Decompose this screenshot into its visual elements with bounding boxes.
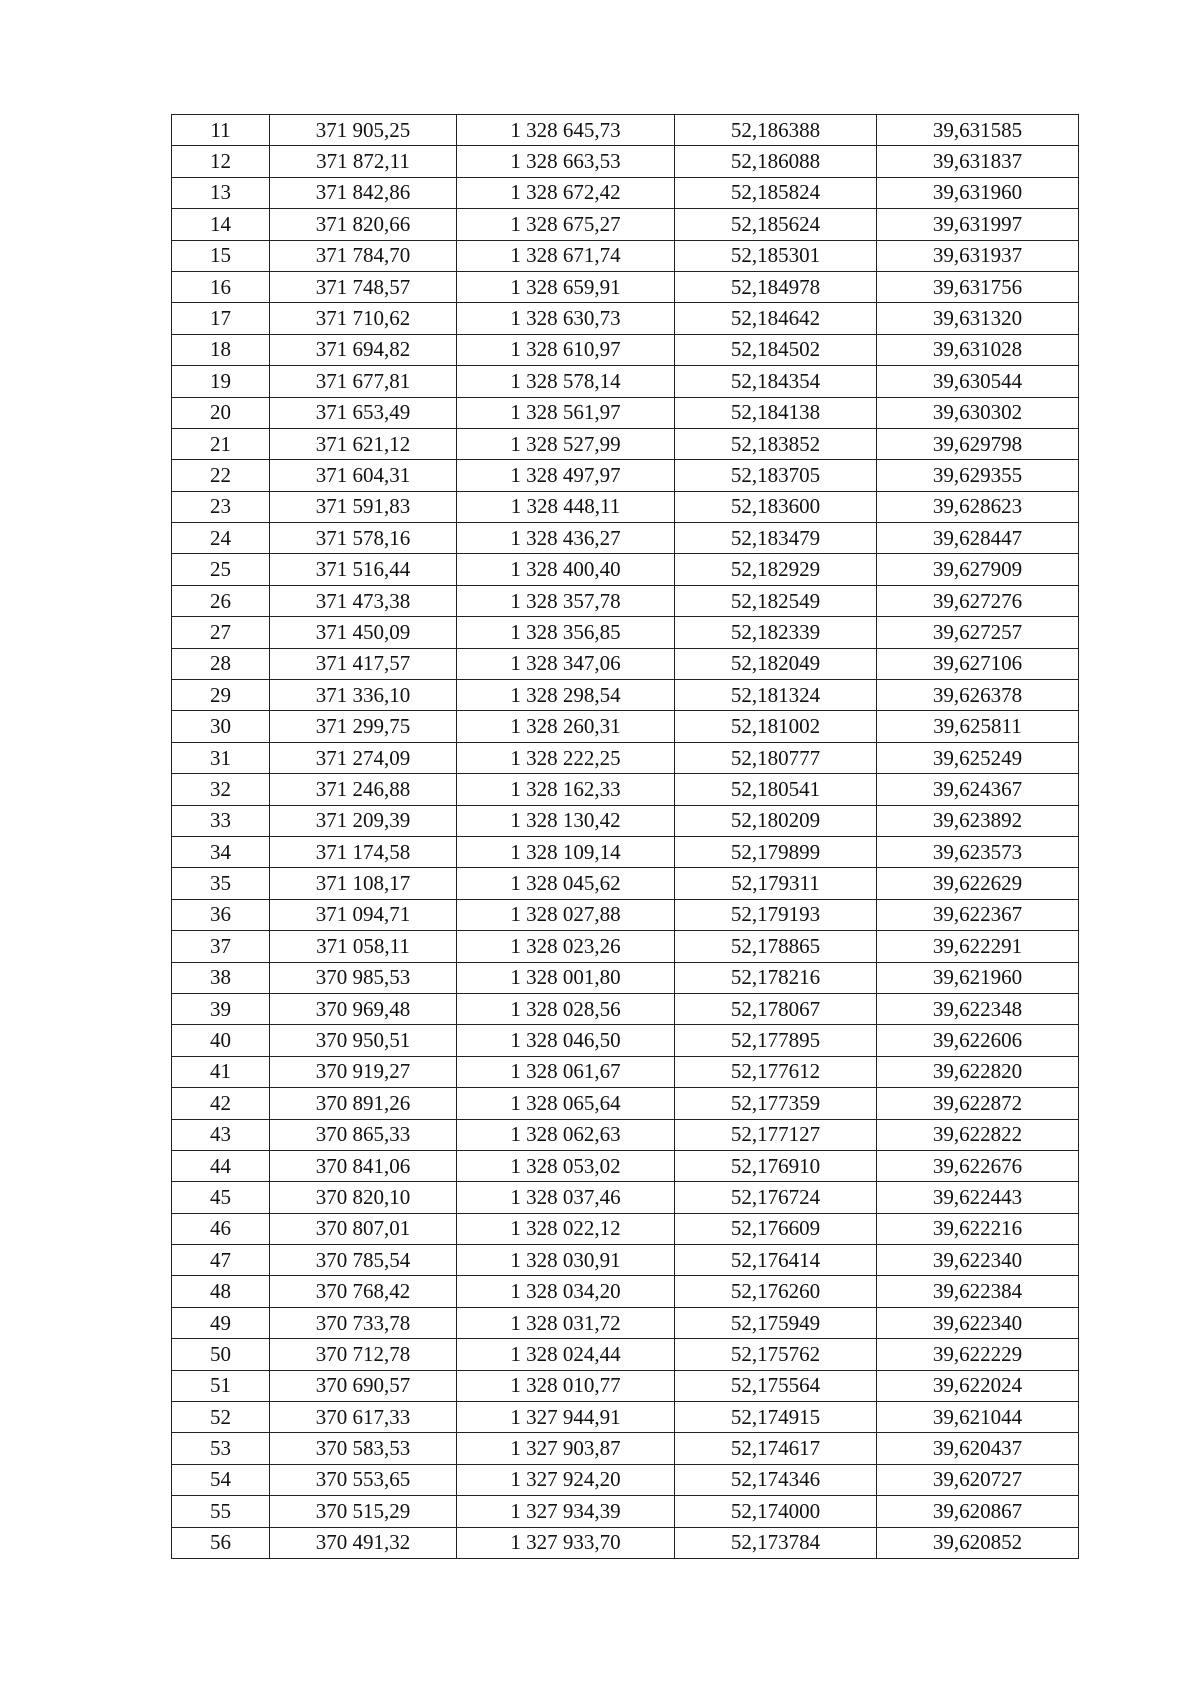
- longitude-cell: 39,631937: [877, 240, 1079, 271]
- latitude-cell: 52,175762: [675, 1339, 877, 1370]
- point-number-cell: 20: [172, 397, 270, 428]
- x-coordinate-cell: 371 710,62: [270, 303, 457, 334]
- point-number-cell: 22: [172, 460, 270, 491]
- point-number-cell: 48: [172, 1276, 270, 1307]
- longitude-cell: 39,631837: [877, 146, 1079, 177]
- table-row: [172, 805, 1079, 836]
- longitude-cell: 39,620852: [877, 1527, 1079, 1558]
- x-coordinate-cell: 371 842,86: [270, 177, 457, 208]
- x-coordinate-cell: 371 336,10: [270, 680, 457, 711]
- table-row: [172, 899, 1079, 930]
- table-row: [172, 1339, 1079, 1370]
- latitude-cell: 52,177895: [675, 1025, 877, 1056]
- point-number-cell: 36: [172, 899, 270, 930]
- table-row: [172, 303, 1079, 334]
- y-coordinate-cell: 1 328 645,73: [457, 115, 675, 146]
- x-coordinate-cell: 370 583,53: [270, 1433, 457, 1464]
- x-coordinate-cell: 370 553,65: [270, 1464, 457, 1495]
- x-coordinate-cell: 371 872,11: [270, 146, 457, 177]
- y-coordinate-cell: 1 328 061,67: [457, 1056, 675, 1087]
- point-number-cell: 12: [172, 146, 270, 177]
- y-coordinate-cell: 1 328 400,40: [457, 554, 675, 585]
- table-row: [172, 554, 1079, 585]
- point-number-cell: 44: [172, 1150, 270, 1181]
- point-number-cell: 52: [172, 1402, 270, 1433]
- longitude-cell: 39,622340: [877, 1245, 1079, 1276]
- x-coordinate-cell: 371 108,17: [270, 868, 457, 899]
- x-coordinate-cell: 370 617,33: [270, 1402, 457, 1433]
- table-row: [172, 1025, 1079, 1056]
- table-row: [172, 774, 1079, 805]
- latitude-cell: 52,185301: [675, 240, 877, 271]
- y-coordinate-cell: 1 327 903,87: [457, 1433, 675, 1464]
- x-coordinate-cell: 371 604,31: [270, 460, 457, 491]
- y-coordinate-cell: 1 328 024,44: [457, 1339, 675, 1370]
- longitude-cell: 39,631756: [877, 271, 1079, 302]
- x-coordinate-cell: 371 621,12: [270, 428, 457, 459]
- longitude-cell: 39,622822: [877, 1119, 1079, 1150]
- table-row: [172, 1496, 1079, 1527]
- y-coordinate-cell: 1 328 022,12: [457, 1213, 675, 1244]
- latitude-cell: 52,182929: [675, 554, 877, 585]
- y-coordinate-cell: 1 328 046,50: [457, 1025, 675, 1056]
- y-coordinate-cell: 1 328 010,77: [457, 1370, 675, 1401]
- y-coordinate-cell: 1 328 028,56: [457, 993, 675, 1024]
- point-number-cell: 14: [172, 209, 270, 240]
- longitude-cell: 39,622384: [877, 1276, 1079, 1307]
- point-number-cell: 31: [172, 742, 270, 773]
- latitude-cell: 52,176724: [675, 1182, 877, 1213]
- table-row: [172, 585, 1079, 616]
- latitude-cell: 52,182549: [675, 585, 877, 616]
- x-coordinate-cell: 370 712,78: [270, 1339, 457, 1370]
- table-row: [172, 868, 1079, 899]
- x-coordinate-cell: 370 969,48: [270, 993, 457, 1024]
- point-number-cell: 15: [172, 240, 270, 271]
- table-row: [172, 1245, 1079, 1276]
- longitude-cell: 39,623892: [877, 805, 1079, 836]
- longitude-cell: 39,622291: [877, 931, 1079, 962]
- y-coordinate-cell: 1 328 578,14: [457, 366, 675, 397]
- y-coordinate-cell: 1 328 045,62: [457, 868, 675, 899]
- latitude-cell: 52,179193: [675, 899, 877, 930]
- table-row: [172, 460, 1079, 491]
- longitude-cell: 39,631585: [877, 115, 1079, 146]
- longitude-cell: 39,631320: [877, 303, 1079, 334]
- latitude-cell: 52,174915: [675, 1402, 877, 1433]
- longitude-cell: 39,620867: [877, 1496, 1079, 1527]
- y-coordinate-cell: 1 327 933,70: [457, 1527, 675, 1558]
- longitude-cell: 39,631960: [877, 177, 1079, 208]
- longitude-cell: 39,624367: [877, 774, 1079, 805]
- table-row: [172, 993, 1079, 1024]
- latitude-cell: 52,184138: [675, 397, 877, 428]
- y-coordinate-cell: 1 328 448,11: [457, 491, 675, 522]
- table-row: [172, 1370, 1079, 1401]
- y-coordinate-cell: 1 328 037,46: [457, 1182, 675, 1213]
- table-row: [172, 1276, 1079, 1307]
- table-row: [172, 271, 1079, 302]
- table-row: [172, 491, 1079, 522]
- x-coordinate-cell: 371 274,09: [270, 742, 457, 773]
- longitude-cell: 39,629798: [877, 428, 1079, 459]
- table-row: [172, 1402, 1079, 1433]
- point-number-cell: 13: [172, 177, 270, 208]
- table-row: [172, 397, 1079, 428]
- y-coordinate-cell: 1 328 527,99: [457, 428, 675, 459]
- latitude-cell: 52,183705: [675, 460, 877, 491]
- longitude-cell: 39,628623: [877, 491, 1079, 522]
- point-number-cell: 54: [172, 1464, 270, 1495]
- latitude-cell: 52,180541: [675, 774, 877, 805]
- latitude-cell: 52,177359: [675, 1088, 877, 1119]
- x-coordinate-cell: 371 905,25: [270, 115, 457, 146]
- latitude-cell: 52,179899: [675, 836, 877, 867]
- y-coordinate-cell: 1 328 357,78: [457, 585, 675, 616]
- longitude-cell: 39,622340: [877, 1307, 1079, 1338]
- longitude-cell: 39,627106: [877, 648, 1079, 679]
- table-row: [172, 1433, 1079, 1464]
- y-coordinate-cell: 1 328 672,42: [457, 177, 675, 208]
- table-row: [172, 1182, 1079, 1213]
- x-coordinate-cell: 371 516,44: [270, 554, 457, 585]
- coordinates-table: [171, 114, 1079, 1559]
- longitude-cell: 39,622872: [877, 1088, 1079, 1119]
- x-coordinate-cell: 371 058,11: [270, 931, 457, 962]
- latitude-cell: 52,186088: [675, 146, 877, 177]
- table-row: [172, 1213, 1079, 1244]
- table-row: [172, 1056, 1079, 1087]
- table-row: [172, 680, 1079, 711]
- x-coordinate-cell: 370 891,26: [270, 1088, 457, 1119]
- table-row: [172, 177, 1079, 208]
- point-number-cell: 32: [172, 774, 270, 805]
- latitude-cell: 52,174000: [675, 1496, 877, 1527]
- point-number-cell: 46: [172, 1213, 270, 1244]
- x-coordinate-cell: 370 733,78: [270, 1307, 457, 1338]
- point-number-cell: 38: [172, 962, 270, 993]
- x-coordinate-cell: 370 841,06: [270, 1150, 457, 1181]
- y-coordinate-cell: 1 328 031,72: [457, 1307, 675, 1338]
- table-row: [172, 742, 1079, 773]
- y-coordinate-cell: 1 327 934,39: [457, 1496, 675, 1527]
- y-coordinate-cell: 1 328 561,97: [457, 397, 675, 428]
- y-coordinate-cell: 1 328 675,27: [457, 209, 675, 240]
- table-row: [172, 334, 1079, 365]
- y-coordinate-cell: 1 328 065,64: [457, 1088, 675, 1119]
- point-number-cell: 53: [172, 1433, 270, 1464]
- latitude-cell: 52,177612: [675, 1056, 877, 1087]
- latitude-cell: 52,178216: [675, 962, 877, 993]
- x-coordinate-cell: 371 784,70: [270, 240, 457, 271]
- table-row: [172, 1527, 1079, 1558]
- latitude-cell: 52,181002: [675, 711, 877, 742]
- point-number-cell: 51: [172, 1370, 270, 1401]
- table-row: [172, 115, 1079, 146]
- point-number-cell: 11: [172, 115, 270, 146]
- point-number-cell: 45: [172, 1182, 270, 1213]
- longitude-cell: 39,623573: [877, 836, 1079, 867]
- y-coordinate-cell: 1 327 944,91: [457, 1402, 675, 1433]
- latitude-cell: 52,178865: [675, 931, 877, 962]
- x-coordinate-cell: 371 473,38: [270, 585, 457, 616]
- y-coordinate-cell: 1 328 630,73: [457, 303, 675, 334]
- point-number-cell: 35: [172, 868, 270, 899]
- latitude-cell: 52,182049: [675, 648, 877, 679]
- latitude-cell: 52,180777: [675, 742, 877, 773]
- latitude-cell: 52,184354: [675, 366, 877, 397]
- longitude-cell: 39,620727: [877, 1464, 1079, 1495]
- table-row: [172, 1464, 1079, 1495]
- y-coordinate-cell: 1 328 023,26: [457, 931, 675, 962]
- longitude-cell: 39,622443: [877, 1182, 1079, 1213]
- table-row: [172, 428, 1079, 459]
- x-coordinate-cell: 371 246,88: [270, 774, 457, 805]
- y-coordinate-cell: 1 328 162,33: [457, 774, 675, 805]
- latitude-cell: 52,176260: [675, 1276, 877, 1307]
- x-coordinate-cell: 370 950,51: [270, 1025, 457, 1056]
- y-coordinate-cell: 1 328 663,53: [457, 146, 675, 177]
- latitude-cell: 52,180209: [675, 805, 877, 836]
- x-coordinate-cell: 371 450,09: [270, 617, 457, 648]
- latitude-cell: 52,183600: [675, 491, 877, 522]
- longitude-cell: 39,630302: [877, 397, 1079, 428]
- table-row: [172, 523, 1079, 554]
- point-number-cell: 41: [172, 1056, 270, 1087]
- longitude-cell: 39,622348: [877, 993, 1079, 1024]
- y-coordinate-cell: 1 328 356,85: [457, 617, 675, 648]
- table-row: [172, 209, 1079, 240]
- table-row: [172, 1150, 1079, 1181]
- y-coordinate-cell: 1 328 347,06: [457, 648, 675, 679]
- coordinates-table-body: [172, 115, 1079, 1559]
- x-coordinate-cell: 371 820,66: [270, 209, 457, 240]
- x-coordinate-cell: 370 807,01: [270, 1213, 457, 1244]
- y-coordinate-cell: 1 328 436,27: [457, 523, 675, 554]
- latitude-cell: 52,174617: [675, 1433, 877, 1464]
- latitude-cell: 52,175949: [675, 1307, 877, 1338]
- x-coordinate-cell: 370 820,10: [270, 1182, 457, 1213]
- point-number-cell: 19: [172, 366, 270, 397]
- x-coordinate-cell: 370 768,42: [270, 1276, 457, 1307]
- point-number-cell: 29: [172, 680, 270, 711]
- point-number-cell: 25: [172, 554, 270, 585]
- table-row: [172, 1307, 1079, 1338]
- x-coordinate-cell: 370 491,32: [270, 1527, 457, 1558]
- y-coordinate-cell: 1 328 030,91: [457, 1245, 675, 1276]
- table-row: [172, 711, 1079, 742]
- table-row: [172, 146, 1079, 177]
- table-row: [172, 962, 1079, 993]
- y-coordinate-cell: 1 328 298,54: [457, 680, 675, 711]
- point-number-cell: 16: [172, 271, 270, 302]
- longitude-cell: 39,622216: [877, 1213, 1079, 1244]
- table-row: [172, 617, 1079, 648]
- point-number-cell: 56: [172, 1527, 270, 1558]
- latitude-cell: 52,183479: [675, 523, 877, 554]
- point-number-cell: 28: [172, 648, 270, 679]
- longitude-cell: 39,622367: [877, 899, 1079, 930]
- x-coordinate-cell: 370 515,29: [270, 1496, 457, 1527]
- latitude-cell: 52,184978: [675, 271, 877, 302]
- x-coordinate-cell: 371 209,39: [270, 805, 457, 836]
- point-number-cell: 42: [172, 1088, 270, 1119]
- table-row: [172, 1088, 1079, 1119]
- point-number-cell: 47: [172, 1245, 270, 1276]
- latitude-cell: 52,186388: [675, 115, 877, 146]
- point-number-cell: 49: [172, 1307, 270, 1338]
- y-coordinate-cell: 1 328 671,74: [457, 240, 675, 271]
- longitude-cell: 39,622676: [877, 1150, 1079, 1181]
- longitude-cell: 39,630544: [877, 366, 1079, 397]
- x-coordinate-cell: 370 690,57: [270, 1370, 457, 1401]
- y-coordinate-cell: 1 328 260,31: [457, 711, 675, 742]
- point-number-cell: 55: [172, 1496, 270, 1527]
- y-coordinate-cell: 1 328 027,88: [457, 899, 675, 930]
- x-coordinate-cell: 371 591,83: [270, 491, 457, 522]
- longitude-cell: 39,631028: [877, 334, 1079, 365]
- x-coordinate-cell: 370 985,53: [270, 962, 457, 993]
- latitude-cell: 52,179311: [675, 868, 877, 899]
- longitude-cell: 39,625249: [877, 742, 1079, 773]
- longitude-cell: 39,628447: [877, 523, 1079, 554]
- y-coordinate-cell: 1 328 610,97: [457, 334, 675, 365]
- point-number-cell: 37: [172, 931, 270, 962]
- longitude-cell: 39,631997: [877, 209, 1079, 240]
- x-coordinate-cell: 371 694,82: [270, 334, 457, 365]
- y-coordinate-cell: 1 328 062,63: [457, 1119, 675, 1150]
- longitude-cell: 39,622024: [877, 1370, 1079, 1401]
- y-coordinate-cell: 1 328 659,91: [457, 271, 675, 302]
- y-coordinate-cell: 1 328 109,14: [457, 836, 675, 867]
- x-coordinate-cell: 371 677,81: [270, 366, 457, 397]
- y-coordinate-cell: 1 328 222,25: [457, 742, 675, 773]
- table-row: [172, 366, 1079, 397]
- latitude-cell: 52,176910: [675, 1150, 877, 1181]
- table-row: [172, 240, 1079, 271]
- longitude-cell: 39,622229: [877, 1339, 1079, 1370]
- table-row: [172, 931, 1079, 962]
- table-row: [172, 648, 1079, 679]
- longitude-cell: 39,622606: [877, 1025, 1079, 1056]
- latitude-cell: 52,185824: [675, 177, 877, 208]
- longitude-cell: 39,626378: [877, 680, 1079, 711]
- longitude-cell: 39,620437: [877, 1433, 1079, 1464]
- point-number-cell: 27: [172, 617, 270, 648]
- point-number-cell: 26: [172, 585, 270, 616]
- point-number-cell: 33: [172, 805, 270, 836]
- x-coordinate-cell: 371 653,49: [270, 397, 457, 428]
- x-coordinate-cell: 371 174,58: [270, 836, 457, 867]
- latitude-cell: 52,177127: [675, 1119, 877, 1150]
- latitude-cell: 52,176609: [675, 1213, 877, 1244]
- x-coordinate-cell: 371 299,75: [270, 711, 457, 742]
- point-number-cell: 40: [172, 1025, 270, 1056]
- point-number-cell: 43: [172, 1119, 270, 1150]
- longitude-cell: 39,627257: [877, 617, 1079, 648]
- x-coordinate-cell: 371 578,16: [270, 523, 457, 554]
- longitude-cell: 39,621960: [877, 962, 1079, 993]
- y-coordinate-cell: 1 328 034,20: [457, 1276, 675, 1307]
- point-number-cell: 23: [172, 491, 270, 522]
- latitude-cell: 52,178067: [675, 993, 877, 1024]
- longitude-cell: 39,629355: [877, 460, 1079, 491]
- point-number-cell: 34: [172, 836, 270, 867]
- x-coordinate-cell: 371 094,71: [270, 899, 457, 930]
- x-coordinate-cell: 371 417,57: [270, 648, 457, 679]
- point-number-cell: 21: [172, 428, 270, 459]
- y-coordinate-cell: 1 328 001,80: [457, 962, 675, 993]
- longitude-cell: 39,622629: [877, 868, 1079, 899]
- latitude-cell: 52,182339: [675, 617, 877, 648]
- latitude-cell: 52,184642: [675, 303, 877, 334]
- point-number-cell: 18: [172, 334, 270, 365]
- table-row: [172, 1119, 1079, 1150]
- point-number-cell: 39: [172, 993, 270, 1024]
- y-coordinate-cell: 1 328 130,42: [457, 805, 675, 836]
- y-coordinate-cell: 1 327 924,20: [457, 1464, 675, 1495]
- table-row: [172, 836, 1079, 867]
- latitude-cell: 52,176414: [675, 1245, 877, 1276]
- point-number-cell: 50: [172, 1339, 270, 1370]
- latitude-cell: 52,183852: [675, 428, 877, 459]
- latitude-cell: 52,185624: [675, 209, 877, 240]
- latitude-cell: 52,181324: [675, 680, 877, 711]
- longitude-cell: 39,622820: [877, 1056, 1079, 1087]
- longitude-cell: 39,627909: [877, 554, 1079, 585]
- point-number-cell: 24: [172, 523, 270, 554]
- x-coordinate-cell: 370 785,54: [270, 1245, 457, 1276]
- latitude-cell: 52,174346: [675, 1464, 877, 1495]
- x-coordinate-cell: 370 865,33: [270, 1119, 457, 1150]
- point-number-cell: 30: [172, 711, 270, 742]
- y-coordinate-cell: 1 328 053,02: [457, 1150, 675, 1181]
- latitude-cell: 52,175564: [675, 1370, 877, 1401]
- latitude-cell: 52,173784: [675, 1527, 877, 1558]
- longitude-cell: 39,621044: [877, 1402, 1079, 1433]
- y-coordinate-cell: 1 328 497,97: [457, 460, 675, 491]
- x-coordinate-cell: 370 919,27: [270, 1056, 457, 1087]
- longitude-cell: 39,627276: [877, 585, 1079, 616]
- x-coordinate-cell: 371 748,57: [270, 271, 457, 302]
- latitude-cell: 52,184502: [675, 334, 877, 365]
- point-number-cell: 17: [172, 303, 270, 334]
- longitude-cell: 39,625811: [877, 711, 1079, 742]
